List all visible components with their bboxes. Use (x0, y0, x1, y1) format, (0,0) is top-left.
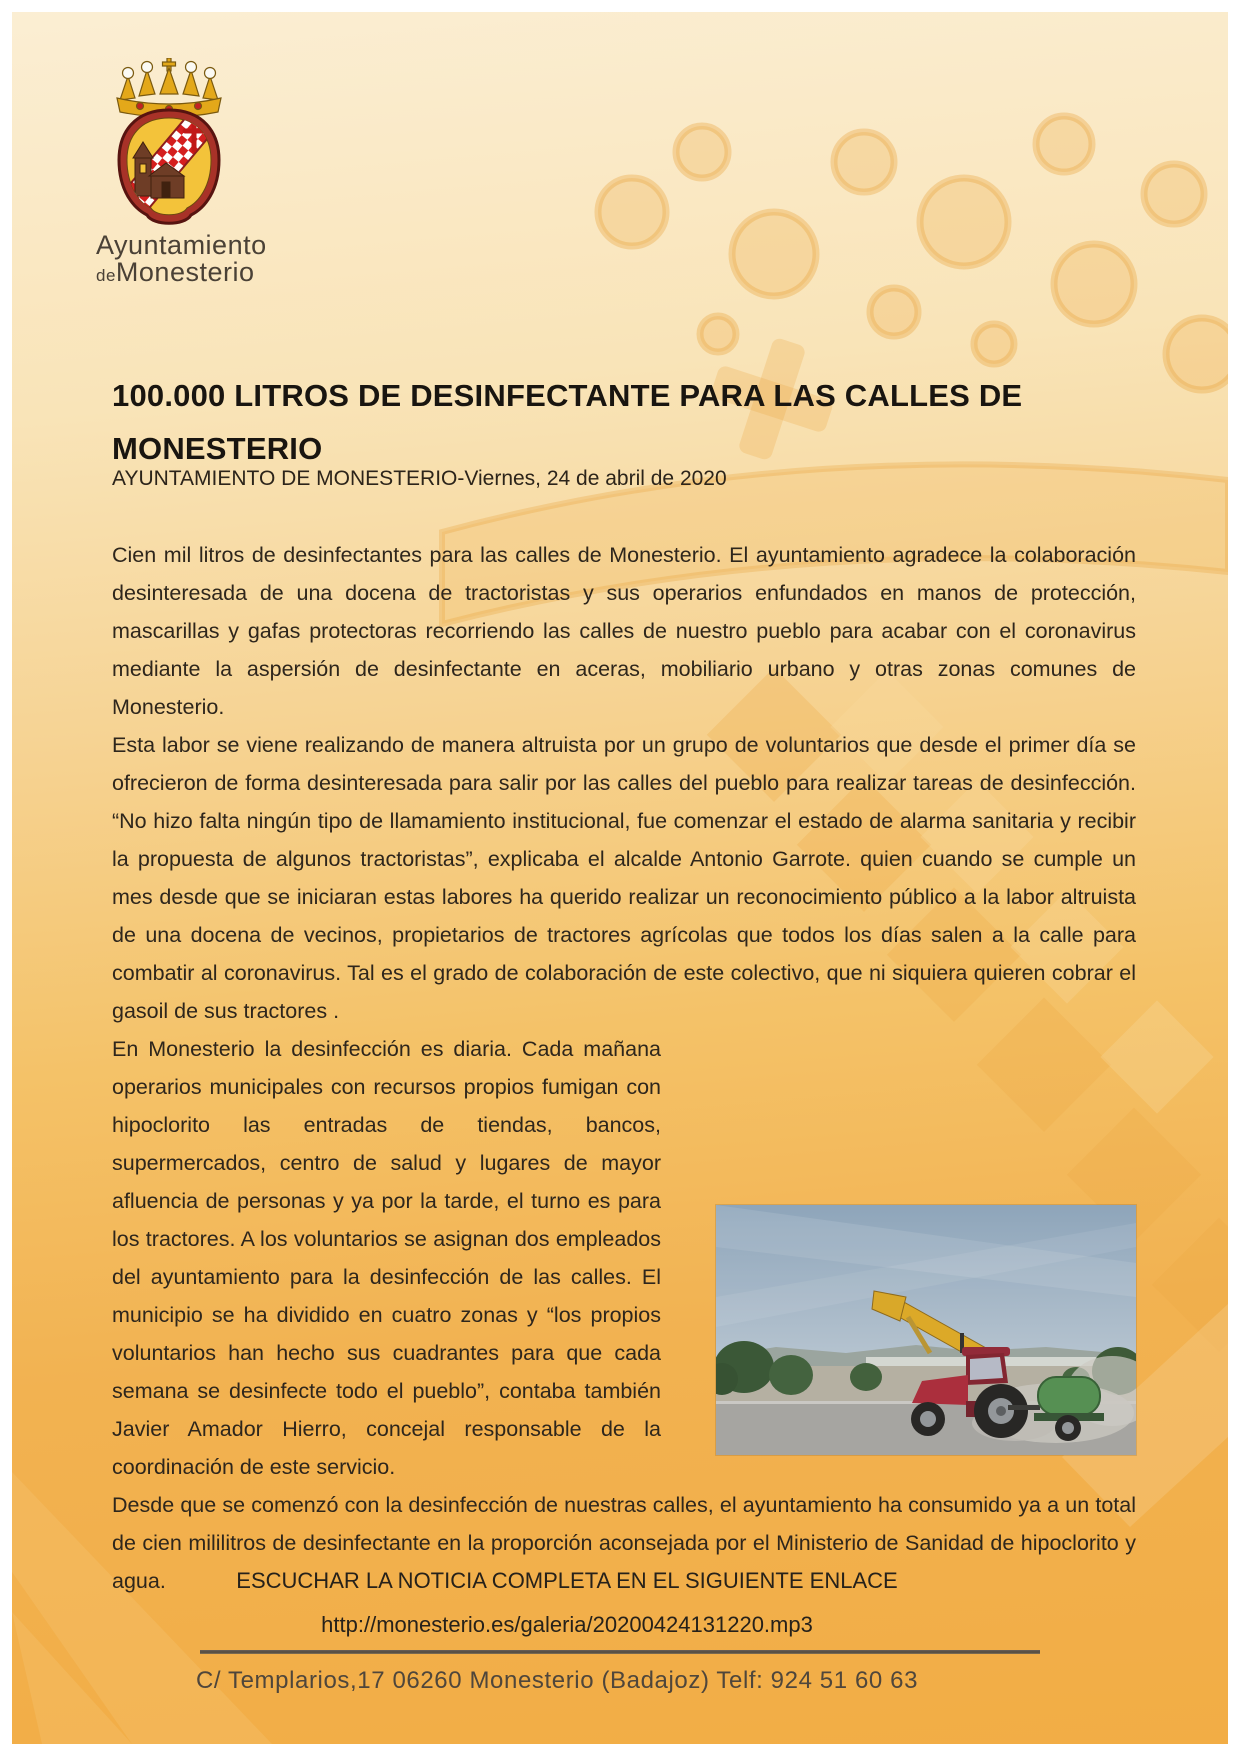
tractor-photo-image (716, 1205, 1136, 1455)
org-name-line2 (96, 259, 306, 289)
org-name-town: Monesterio (115, 257, 255, 287)
article-paragraph: Esta labor se viene realizando de manera altruista por un grupo de voluntarios que desde el primer día se ofrecieron de forma desinteresada para salir por las calles del pueblo para realizar tareas de desinfección. “No hizo falta ningún tipo de llamamiento institucional, fue comenzar el estado de alarma sanitaria y recibir la propuesta de algunos tractoristas”, explicaba el alcalde Antonio Garrote. quien cuando se cumple un mes desde que se iniciaran estas labores ha querido realizar un reconocimiento público a la labor altruista de una docena de vecinos, propietarios de tractores agrícolas que todos los días salen a la calle para combatir al coronavirus. Tal es el grado de colaboración de este colectivo, que ni siquiera quieren cobrar el gasoil de sus tractores . (112, 733, 1136, 1023)
article-paragraph: En Monesterio la desinfección es diaria. Cada mañana operarios municipales con recursos propios fumigan con hipoclorito las entradas de tiendas, bancos, supermercados, centro de salud y lugares de mayor afluencia de personas y ya por la tarde, el turno es para los tractores. A los voluntarios se asignan dos empleados del ayuntamiento para la desinfección de las calles. El municipio se ha dividido en cuatro zonas y “los propios voluntarios han hecho sus cuadrantes para que cada semana se desinfecte todo el pueblo”, contaba también Javier Amador Hierro, concejal responsable de la coordinación de este servicio. (112, 1037, 661, 1479)
article-body (112, 536, 1136, 1600)
article-dateline: AYUNTAMIENTO DE MONESTERIO-Viernes, 24 de abril de 2020 (112, 467, 727, 490)
coat-of-arms-icon (102, 58, 236, 228)
press-release-page (12, 12, 1228, 1744)
page-content (12, 12, 1228, 1744)
footer-address: C/ Templarios,17 06260 Monesterio (Badajoz) Telf: 924 51 60 63 (195, 1667, 919, 1694)
listen-label: ESCUCHAR LA NOTICIA COMPLETA EN EL SIGUIENTE ENLACE (236, 1568, 898, 1593)
article-paragraph: Cien mil litros de desinfectantes para las calles de Monesterio. El ayuntamiento agradece la colaboración desinteresada de una docena de tractoristas y sus operarios enfundados en manos de protección, mascarillas y gafas protectoras recorriendo las calles de nuestro pueblo para acabar con el coronavirus mediante la aspersión de desinfectante en aceras, mobiliario urbano y otras zonas comunes de Monesterio. (112, 543, 1136, 719)
article-title: 100.000 LITROS DE DESINFECTANTE PARA LAS CALLES DE MONESTERIO (112, 377, 1023, 466)
org-name-prefix: de (96, 266, 116, 285)
tractor-photo (716, 1205, 1136, 1455)
listen-block (12, 1566, 1122, 1640)
town-hall-logo (86, 58, 306, 289)
article-paragraph: Desde que se comenzó con la desinfección de nuestras calles, el ayuntamiento ha consumido ya a un total de cien mililitros de desinfectante en la proporción aconsejada por el Ministerio de Sanidad de hipoclorito y agua. (112, 1493, 1136, 1593)
footer-divider (200, 1650, 1040, 1654)
org-name-line1: Ayuntamiento (96, 230, 267, 260)
audio-link[interactable]: http://monesterio.es/galeria/20200424131220.mp3 (321, 1612, 813, 1637)
org-name (86, 232, 306, 289)
